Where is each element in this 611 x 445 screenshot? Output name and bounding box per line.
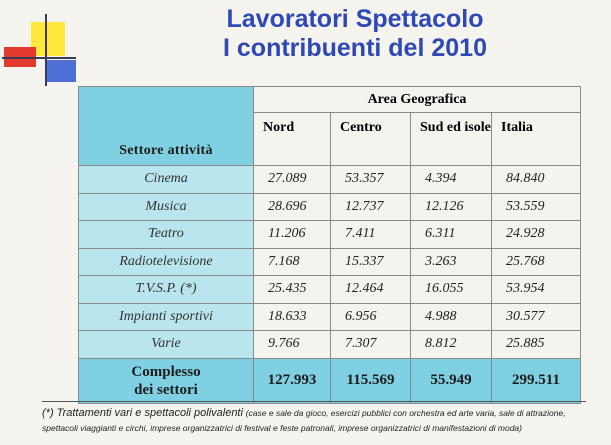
cell-nord: 18.633 [254,303,331,331]
logo-yellow-square [31,22,65,56]
area-header [254,87,581,113]
cell-sud: 12.126 [411,193,492,221]
footnote-rest: (case e sale da gioco, esercizi pubblici con orchestra ed arte varia, sale di attrazione, [245,408,566,418]
logo-squares [0,0,80,90]
cell-centro: 7.411 [331,221,411,249]
cell-nord: 25.435 [254,276,331,304]
cell-italia: 24.928 [492,221,581,249]
cell-nord: 27.089 [254,166,331,194]
page-title [130,5,580,63]
column-header-sud: Sud ed isole [411,113,492,166]
title-line-2: I contribuenti del 2010 [223,34,487,62]
cell-italia: 25.768 [492,248,581,276]
column-header-centro: Centro [331,113,411,166]
logo-vertical-line [45,14,47,86]
cell-centro: 53.357 [331,166,411,194]
cell-centro: 6.956 [331,303,411,331]
table-row [79,276,581,304]
row-label: Musica [79,193,254,221]
cell-sud: 8.812 [411,331,492,359]
footnote-line-1 [42,406,602,421]
cell-nord: 11.206 [254,221,331,249]
total-label-line-1: Complesso [131,363,201,380]
sector-header-label: Settore attività [119,143,213,158]
cell-italia: 30.577 [492,303,581,331]
logo-horizontal-line [2,57,76,59]
row-label: Radiotelevisione [79,248,254,276]
column-header-nord: Nord [254,113,331,166]
footnote-divider [42,401,586,402]
cell-nord: 7.168 [254,248,331,276]
table-row [79,166,581,194]
table-row [79,221,581,249]
cell-italia: 25.885 [492,331,581,359]
cell-sud: 6.311 [411,221,492,249]
sector-header [79,87,254,166]
cell-centro: 12.737 [331,193,411,221]
cell-sud: 16.055 [411,276,492,304]
column-header-italia: Italia [492,113,581,166]
cell-nord: 28.696 [254,193,331,221]
cell-nord: 9.766 [254,331,331,359]
footnote-line-2: spettacoli viaggianti e circhi, imprese organizzatrici di festival e feste patronali, imprese organizzatrici di manifestazioni di moda) [42,423,522,433]
total-label-line-2: dei settori [134,381,198,398]
total-sud: 55.949 [411,358,492,403]
cell-centro: 7.307 [331,331,411,359]
table-row [79,193,581,221]
cell-italia: 84.840 [492,166,581,194]
table-row [79,331,581,359]
cell-sud: 4.394 [411,166,492,194]
logo-blue-square [46,60,76,82]
total-nord: 127.993 [254,358,331,403]
cell-centro: 15.337 [331,248,411,276]
cell-sud: 4.988 [411,303,492,331]
row-label: T.V.S.P. (*) [79,276,254,304]
title-line-1: Lavoratori Spettacolo [226,5,484,33]
total-row [79,358,581,403]
contributors-table [78,86,581,404]
cell-centro: 12.464 [331,276,411,304]
row-label: Teatro [79,221,254,249]
table-row [79,303,581,331]
row-label: Varie [79,331,254,359]
table-row [79,248,581,276]
row-label: Impianti sportivi [79,303,254,331]
total-label [79,358,254,403]
footnote [42,406,602,435]
cell-sud: 3.263 [411,248,492,276]
total-italia: 299.511 [492,358,581,403]
area-header-label: Area Geografica [367,91,467,107]
footnote-lead: (*) Trattamenti vari e spettacoli polivalenti [42,407,243,419]
cell-italia: 53.954 [492,276,581,304]
row-label: Cinema [79,166,254,194]
cell-italia: 53.559 [492,193,581,221]
total-centro: 115.569 [331,358,411,403]
